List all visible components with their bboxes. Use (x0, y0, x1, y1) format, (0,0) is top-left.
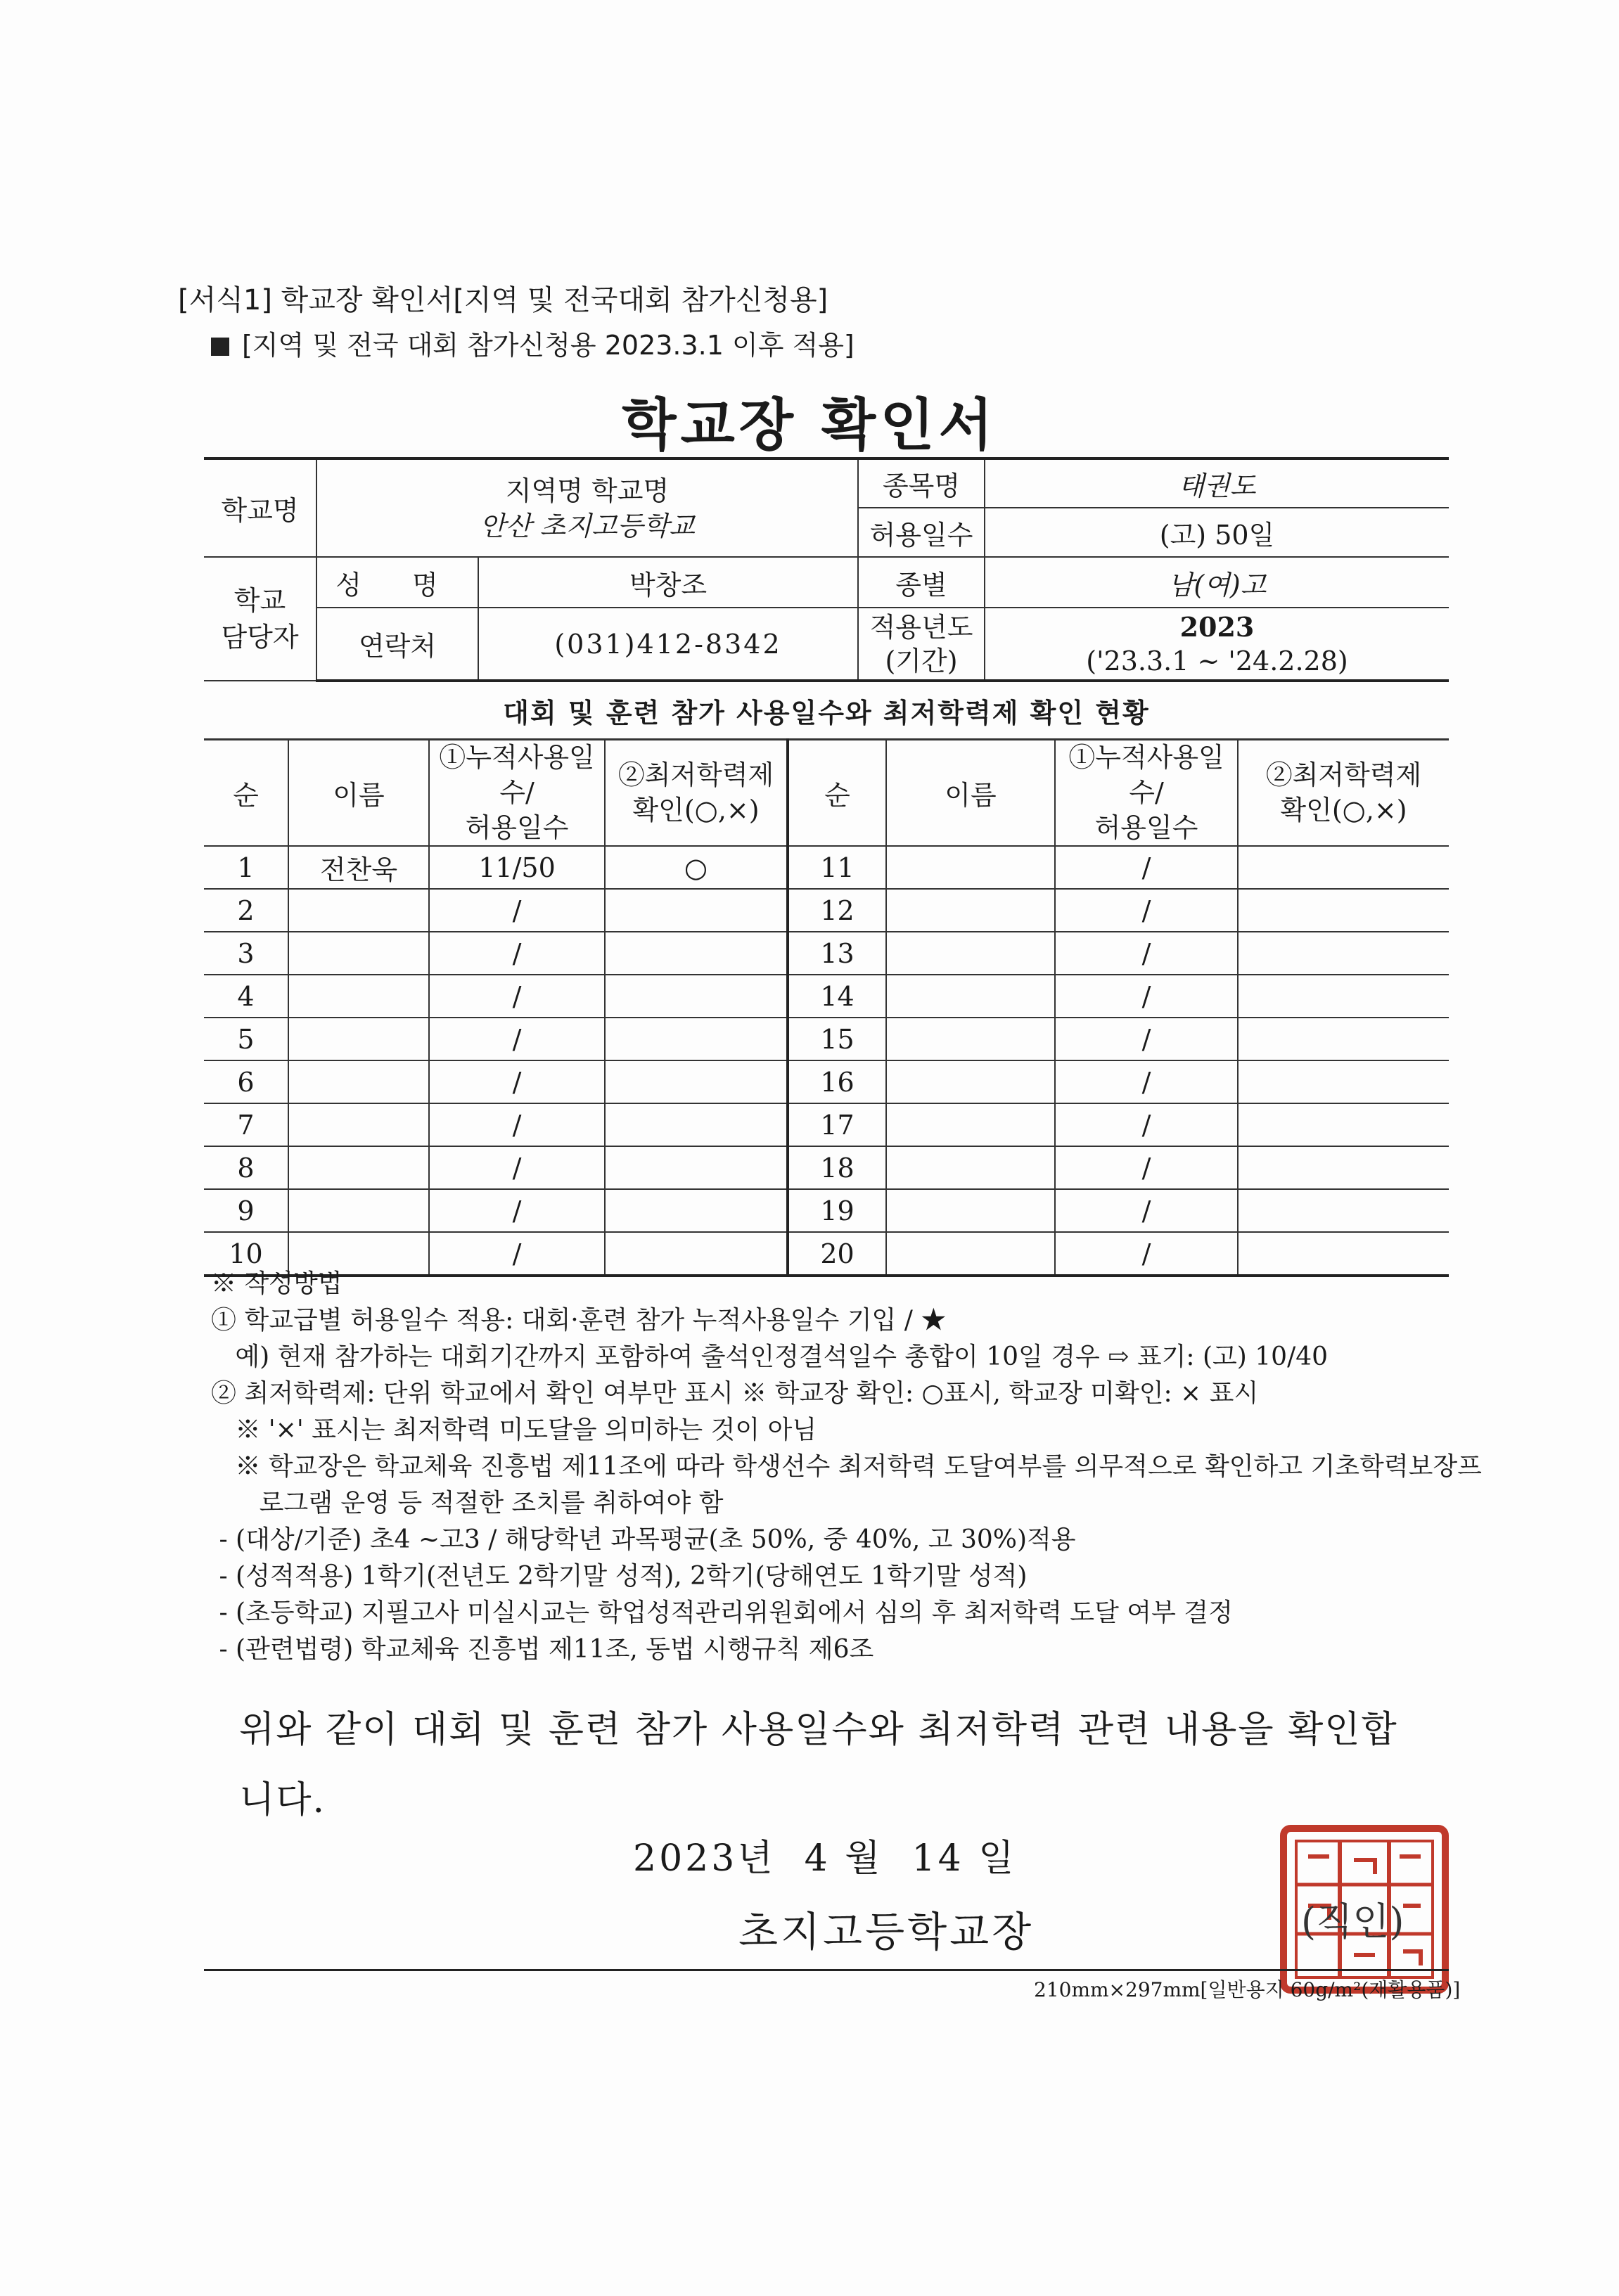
row-days: / (429, 1189, 605, 1232)
row-check: ○ (605, 846, 788, 889)
table-row (204, 846, 1449, 889)
note-line: ※ 학교장은 학교체육 진흥법 제11조에 따라 학생선수 최저학력 도달여부를 의무적으로 확인하고 기초학력보장프 (211, 1452, 1482, 1481)
table-row (204, 932, 1449, 975)
row-no: 2 (204, 889, 288, 932)
row-name (288, 932, 429, 975)
row-name (886, 889, 1055, 932)
row-days: / (429, 1018, 605, 1060)
row-check (1238, 932, 1449, 975)
roster-heading: 대회 및 훈련 참가 사용일수와 최저학력제 확인 현황 (204, 688, 1449, 740)
bottom-divider (204, 1969, 1449, 1971)
row-days: / (1055, 1060, 1238, 1103)
category-value: 남(여)고 (985, 557, 1449, 608)
row-no: 17 (788, 1103, 886, 1146)
row-days: / (1055, 846, 1238, 889)
note-line: - (초등학교) 지필고사 미실시교는 학업성적관리위원회에서 심의 후 최저학력 도달 여부 결정 (211, 1598, 1233, 1627)
phone-value: (031)412-8342 (478, 608, 858, 681)
row-no: 1 (204, 846, 288, 889)
row-no: 3 (204, 932, 288, 975)
row-name (288, 1103, 429, 1146)
row-no: 13 (788, 932, 886, 975)
note-line: 예) 현재 참가하는 대회기간까지 포함하여 출석인정결석일수 총합이 10일 경우 ⇨ 표기: (고) 10/40 (211, 1342, 1329, 1371)
form-subtitle-text: [지역 및 전국 대회 참가신청용 2023.3.1 이후 적용] (242, 330, 855, 361)
row-name (288, 1060, 429, 1103)
row-no: 9 (204, 1189, 288, 1232)
col-check-right-2: 확인(○,×) (1280, 795, 1407, 826)
roster-table (204, 738, 1449, 1277)
row-no: 20 (788, 1232, 886, 1276)
row-name (886, 932, 1055, 975)
row-name (886, 1060, 1055, 1103)
signer-name: 초지고등학교장 (738, 1908, 1035, 1956)
row-no: 4 (204, 975, 288, 1018)
row-no: 16 (788, 1060, 886, 1103)
name-value: 박창조 (478, 557, 858, 608)
school-label: 학교명 (204, 458, 316, 557)
paper-spec: 210mm×297mm[일반용지 60g/m²(재활용품)] (1034, 1978, 1461, 2001)
note-line: - (성적적용) 1학기(전년도 2학기말 성적), 2학기(당해연도 1학기말 성적) (211, 1562, 1028, 1591)
table-row (204, 975, 1449, 1018)
category-label: 종별 (858, 557, 985, 608)
row-days: / (429, 889, 605, 932)
row-days: / (1055, 1018, 1238, 1060)
row-days: / (1055, 889, 1238, 932)
note-line: ① 학교급별 허용일수 적용: 대회·훈련 참가 누적사용일수 기입 / ★ (211, 1306, 947, 1335)
year-value (985, 608, 1449, 681)
row-name (886, 1146, 1055, 1189)
row-days: / (429, 975, 605, 1018)
note-line: ※ '×' 표시는 최저학력 미도달을 의미하는 것이 아님 (211, 1416, 817, 1444)
contact-label (204, 557, 316, 681)
row-check (605, 975, 788, 1018)
sport-value: 태권도 (985, 458, 1449, 508)
note-line: - (관련법령) 학교체육 진흥법 제11조, 동법 시행규칙 제6조 (211, 1635, 874, 1664)
row-days: / (1055, 932, 1238, 975)
square-bullet-icon (211, 338, 229, 356)
col-days-right-2: 허용일수 (1094, 812, 1198, 843)
seal-label: (직인) (1301, 1899, 1404, 1944)
row-check (1238, 1018, 1449, 1060)
year-value-1: 2023 (1179, 610, 1255, 643)
row-days: / (429, 1060, 605, 1103)
table-row (204, 1146, 1449, 1189)
row-days: / (1055, 975, 1238, 1018)
row-check (605, 1018, 788, 1060)
table-row (204, 889, 1449, 932)
phone-label: 연락처 (316, 608, 478, 681)
row-check (605, 1060, 788, 1103)
document-title: 학교장 확인서 (622, 392, 997, 458)
row-name (886, 846, 1055, 889)
col-check (605, 739, 788, 846)
col-days (429, 739, 605, 846)
row-no: 11 (788, 846, 886, 889)
col-days-right-1: ①누적사용일수/ (1068, 742, 1224, 808)
confirmation-date: 2023년 4 월 14 일 (633, 1838, 1017, 1880)
table-row (204, 1189, 1449, 1232)
school-name-cell (316, 458, 858, 557)
note-line: - (대상/기준) 초4 ~고3 / 해당학년 과목평균(초 50%, 중 40%, 고 30%)적용 (211, 1525, 1076, 1554)
days-label: 허용일수 (858, 508, 985, 557)
year-label (858, 608, 985, 681)
col-no: 순 (204, 739, 288, 846)
school-line1: 지역명 학교명 (505, 475, 670, 506)
row-days: / (1055, 1232, 1238, 1276)
form-subtitle (211, 323, 855, 362)
row-days: / (429, 1103, 605, 1146)
school-info-table (204, 457, 1449, 682)
row-no: 19 (788, 1189, 886, 1232)
row-name (288, 889, 429, 932)
row-no: 12 (788, 889, 886, 932)
contact-label-1: 학교 (233, 585, 286, 616)
row-days: 11/50 (429, 846, 605, 889)
name-label: 성 명 (316, 557, 478, 608)
row-check (605, 1103, 788, 1146)
table-row (204, 1060, 1449, 1103)
contact-label-2: 담당자 (221, 622, 299, 653)
row-check (1238, 1060, 1449, 1103)
row-days: / (429, 1232, 605, 1276)
row-check (1238, 889, 1449, 932)
notes-section (211, 1266, 1482, 1668)
row-check (1238, 1189, 1449, 1232)
row-days: / (1055, 1146, 1238, 1189)
row-no: 7 (204, 1103, 288, 1146)
year-label-1: 적용년도 (869, 611, 973, 643)
row-name (886, 1018, 1055, 1060)
row-no: 10 (204, 1232, 288, 1276)
row-name (288, 975, 429, 1018)
row-days: / (1055, 1103, 1238, 1146)
table-row (204, 1018, 1449, 1060)
row-check (1238, 975, 1449, 1018)
year-label-2: (기간) (885, 645, 958, 676)
row-no: 18 (788, 1146, 886, 1189)
row-no: 14 (788, 975, 886, 1018)
row-name (288, 1189, 429, 1232)
confirmation-statement: 위와 같이 대회 및 훈련 참가 사용일수와 최저학력 관련 내용을 확인합니다. (239, 1709, 1398, 1821)
year-value-2: ('23.3.1 ~ '24.2.28) (1086, 645, 1348, 676)
col-check-2: 확인(○,×) (632, 795, 760, 826)
sport-label: 종목명 (858, 458, 985, 508)
note-line: 로그램 운영 등 적절한 조치를 취하여야 함 (211, 1489, 724, 1518)
note-line: ② 최저학력제: 단위 학교에서 확인 여부만 표시 ※ 학교장 확인: ○표시, 학교장 미확인: × 표시 (211, 1379, 1259, 1408)
row-check (1238, 1146, 1449, 1189)
row-name (886, 1103, 1055, 1146)
row-days: / (429, 932, 605, 975)
row-name (288, 1018, 429, 1060)
row-check (605, 1146, 788, 1189)
row-check (605, 889, 788, 932)
col-days-2: 허용일수 (465, 812, 569, 843)
school-line2: 안산 초지고등학교 (480, 510, 695, 541)
col-check-right-1: ②최저학력제 (1265, 759, 1422, 790)
col-check-1: ②최저학력제 (617, 759, 774, 790)
table-row (204, 1103, 1449, 1146)
row-no: 8 (204, 1146, 288, 1189)
row-days: / (429, 1146, 605, 1189)
col-name-right: 이름 (886, 739, 1055, 846)
col-no-right: 순 (788, 739, 886, 846)
row-name: 전찬욱 (288, 846, 429, 889)
col-name: 이름 (288, 739, 429, 846)
days-value: (고) 50일 (985, 508, 1449, 557)
form-label: [서식1] 학교장 확인서[지역 및 전국대회 참가신청용] (178, 284, 828, 316)
row-no: 15 (788, 1018, 886, 1060)
col-days-1: ①누적사용일수/ (439, 742, 595, 808)
row-name (288, 1146, 429, 1189)
row-no: 6 (204, 1060, 288, 1103)
row-check (605, 1189, 788, 1232)
row-days: / (1055, 1189, 1238, 1232)
row-name (886, 1189, 1055, 1232)
row-check (1238, 1103, 1449, 1146)
row-no: 5 (204, 1018, 288, 1060)
note-line: ※ 작성방법 (211, 1269, 343, 1298)
row-name (886, 975, 1055, 1018)
col-check-right (1238, 739, 1449, 846)
col-days-right (1055, 739, 1238, 846)
row-check (605, 932, 788, 975)
row-check (1238, 846, 1449, 889)
